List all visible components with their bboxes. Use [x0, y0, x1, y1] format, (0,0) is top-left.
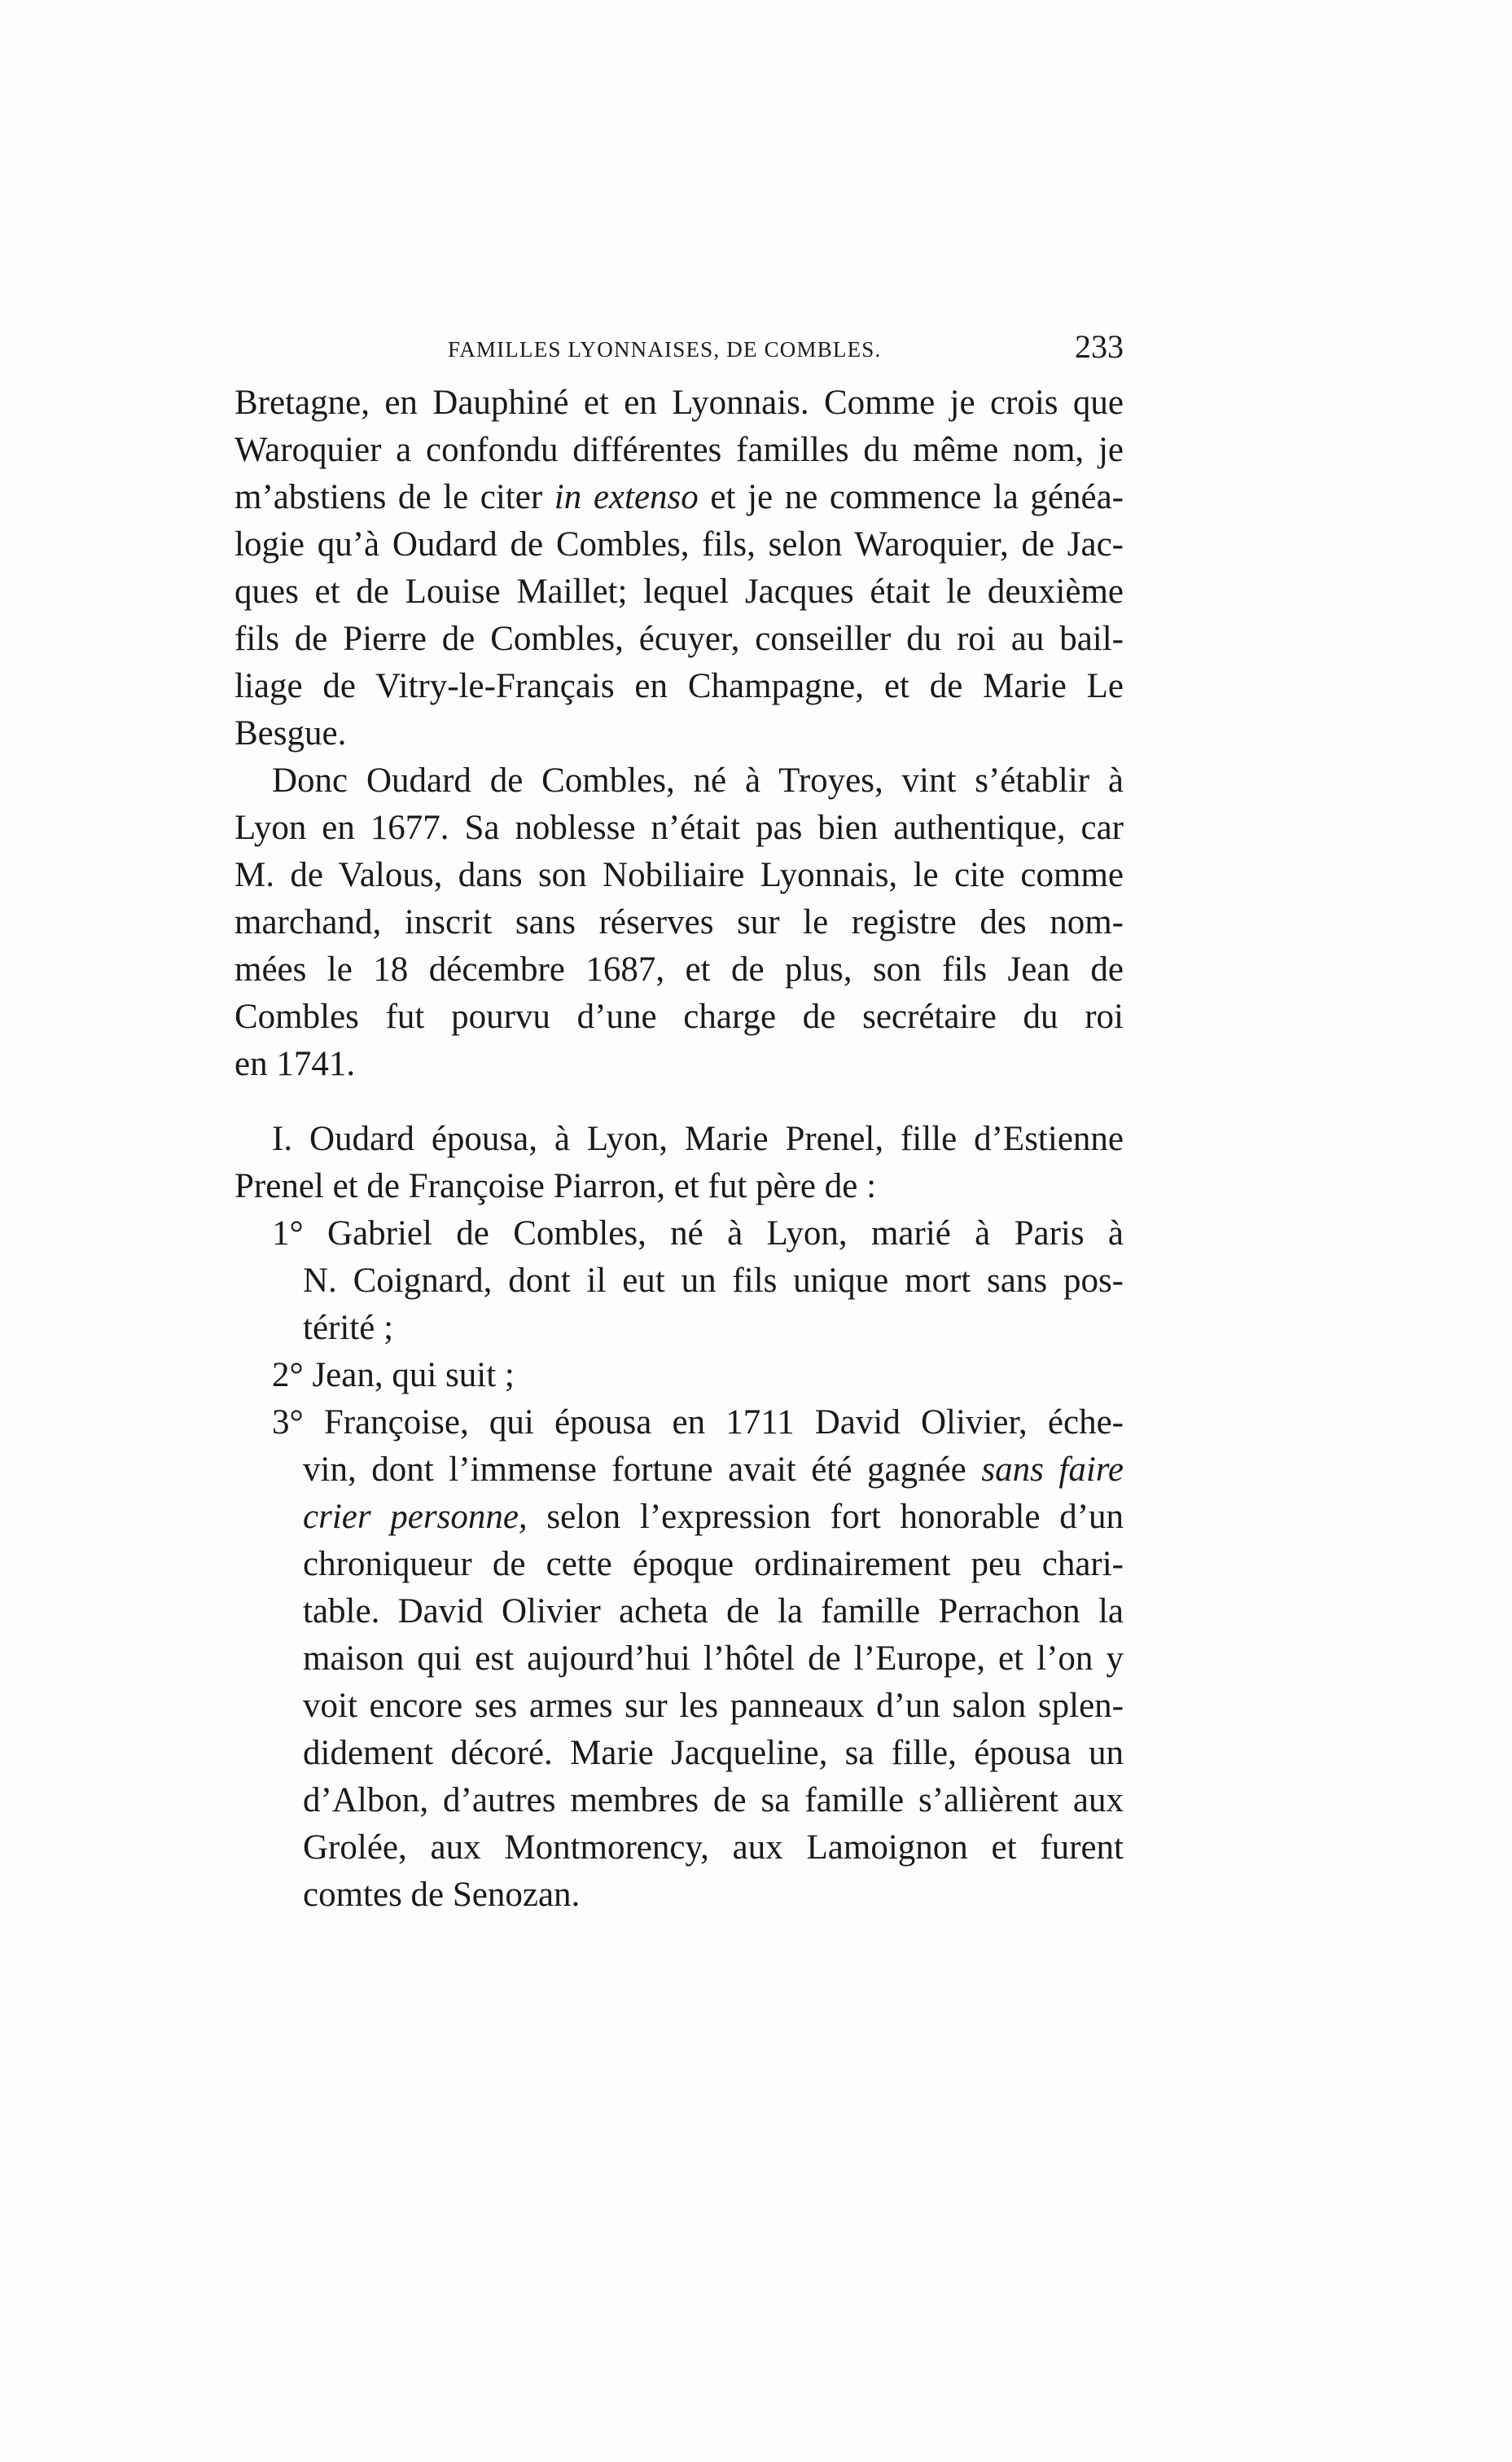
text-segment: selon l’expression fort honorable d’un [546, 1498, 1124, 1536]
list-item-line: N. Coignard, dont il eut un fils unique mort sans pos- [303, 1262, 1124, 1300]
text-line: liage de Vitry-le-Français en Champagne, et de Marie Le [234, 667, 1124, 705]
list-item-line [234, 1446, 1124, 1494]
italic-phrase: crier personne, [303, 1498, 528, 1536]
text-line: I. Oudard épousa, à Lyon, Marie Prenel, fille d’Estienne [272, 1120, 1124, 1158]
text-line: Waroquier a confondu différentes familles du même nom, je [234, 431, 1124, 469]
list-item-line: maison qui est aujourd’hui l’hôtel de l’Europe, et l’on y [303, 1639, 1124, 1678]
text-line: Lyon en 1677. Sa noblesse n’était pas bien authentique, car [234, 809, 1124, 847]
text-line: en 1741. [234, 1045, 356, 1083]
text-line: Donc Oudard de Combles, né à Troyes, vint s’établir à [272, 761, 1124, 800]
text-line: M. de Valous, dans son Nobiliaire Lyonnais, le cite comme [234, 856, 1124, 894]
text-line: logie qu’à Oudard de Combles, fils, selon Waroquier, de Jac- [234, 525, 1124, 564]
list-item-line: didement décoré. Marie Jacqueline, sa fille, épousa un [303, 1734, 1124, 1772]
text-line: marchand, inscrit sans réserves sur le registre des nom- [234, 903, 1124, 941]
text-segment: vin, dont l’immense fortune avait été gagnée [303, 1450, 966, 1489]
text-segment: et je ne commence la généa- [710, 478, 1124, 516]
text-line: Bretagne, en Dauphiné et en Lyonnais. Comme je crois que [234, 384, 1124, 422]
text-line: mées le 18 décembre 1687, et de plus, son fils Jean de [234, 950, 1124, 989]
text-line: Combles fut pourvu d’une charge de secrétaire du roi [234, 998, 1124, 1036]
list-item-line: voit encore ses armes sur les panneaux d’un salon splen- [303, 1687, 1124, 1725]
text-line: ques et de Louise Maillet; lequel Jacques était le deuxième [234, 573, 1124, 611]
list-item-line [234, 1494, 1124, 1541]
list-item-line: 3° Françoise, qui épousa en 1711 David Olivier, éche- [272, 1403, 1124, 1442]
text-line: fils de Pierre de Combles, écuyer, conseiller du roi au bail- [234, 620, 1124, 658]
section-gap [234, 1088, 1124, 1116]
list-item-line: table. David Olivier acheta de la famille Perrachon la [303, 1592, 1124, 1630]
text-line: Prenel et de Françoise Piarron, et fut père de : [234, 1167, 877, 1205]
list-item-line: Grolée, aux Montmorency, aux Lamoignon et furent [303, 1828, 1124, 1867]
italic-phrase: in extenso [554, 478, 699, 516]
list-item-line: 2° Jean, qui suit ; [272, 1356, 515, 1394]
running-title: FAMILLES LYONNAISES, DE COMBLES. [448, 337, 882, 362]
text-line: Besgue. [234, 714, 347, 753]
list-item-line: d’Albon, d’autres membres de sa famille s’allièrent aux [303, 1781, 1124, 1819]
page-number: 233 [1075, 328, 1124, 365]
list-item-line: comtes de Senozan. [303, 1876, 581, 1914]
running-head [234, 329, 1124, 370]
body-text [234, 380, 1124, 1919]
list-item-line: 1° Gabriel de Combles, né à Lyon, marié à Paris à [272, 1214, 1124, 1253]
text-segment: m’abstiens de le citer [234, 478, 543, 516]
text-line [234, 474, 1124, 521]
list-item-line: chroniqueur de cette époque ordinairement peu chari- [303, 1545, 1124, 1583]
list-item-line: térité ; [303, 1309, 394, 1347]
italic-phrase: sans faire [981, 1450, 1124, 1489]
